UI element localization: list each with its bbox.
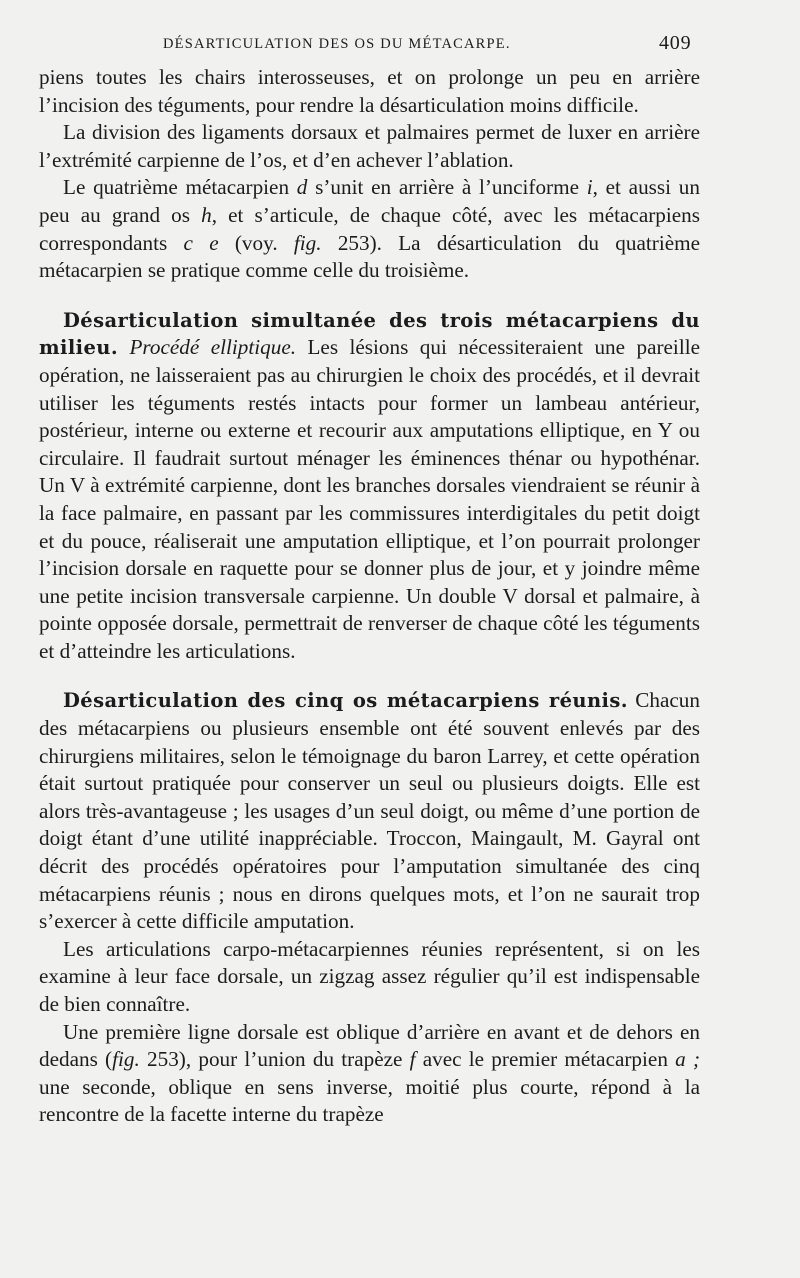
text-run: avec le premier métacarpien xyxy=(415,1047,676,1072)
figure-abbrev: fig. xyxy=(293,230,322,255)
text-run: s’unit en arrière à l’unciforme xyxy=(307,175,587,200)
figure-letter-d: d xyxy=(296,175,308,200)
running-title: DÉSARTICULATION DES OS DU MÉTACARPE. xyxy=(163,36,511,52)
figure-abbrev: fig. xyxy=(112,1047,140,1072)
body-text xyxy=(39,64,700,1129)
text-run: 253), pour l’union du trapèze xyxy=(139,1047,410,1072)
text-run: (voy. xyxy=(218,230,294,255)
section-gap xyxy=(39,665,700,687)
text-run: Le quatrième métacarpien xyxy=(63,175,297,200)
figure-letters-c-e: c e xyxy=(183,230,219,255)
paragraph-continuation: piens toutes les chairs interosseuses, et on prolonge un peu en arrière l’incision des téguments, pour rendre la désarticulation moins difficile. xyxy=(39,65,700,117)
paragraph-articulations: Les articulations carpo-métacarpiennes réunies représentent, si on les examine à leur face dorsale, un zigzag assez régulier qu’il est indispensable de bien connaître. xyxy=(39,936,700,1016)
section-five-metacarpals xyxy=(39,687,700,935)
section-three-metacarpals xyxy=(39,307,700,666)
page-number: 409 xyxy=(659,32,692,54)
section-text: Les lésions qui nécessiteraient une pareille opération, ne laisseraient pas au chirurgien le choix des procédés, et il devrait utiliser les téguments restés intacts pour former un lambeau antérieur, postérieur, interne ou externe et recourir aux amputations elliptique, en Y ou circulaire. Il faudrait surtout ménager les éminences thénar ou hypothénar. Un V à extrémité carpienne, dont les branches dorsales viendraient se réunir à la face palmaire, en passant par les commissures interdigitales du petit doigt et du pouce, réaliserait une amputation elliptique, et l’on pourrait prolonger l’incision dorsale en raquette pour se donner plus de jour, et y joindre même une petite incision transversale carpienne. Un double V dorsal et palmaire, à pointe opposée dorsale, permettrait de renverser de chaque côté les téguments et d’atteindre les articulations. xyxy=(39,335,700,663)
figure-letter-h: h xyxy=(201,202,212,227)
section-subheading: Procédé elliptique. xyxy=(129,335,297,360)
text-run: Une première ligne dorsale est oblique d’arrière en avant et de dehors en dedans ( xyxy=(39,1019,700,1072)
paragraph-fourth-metacarpal xyxy=(39,174,700,284)
figure-letter-a: a ; xyxy=(675,1047,701,1072)
section-text: Chacun des métacarpiens ou plusieurs ensemble ont été souvent enlevés par des chirurgiens militaires, selon le témoignage du baron Larrey, et cette opération était surtout pratiquée pour conserver un seul ou plusieurs doigts. Elle est alors très-avantageuse ; les usages d’un seul doigt, ou même d’une portion de doigt étant d’une utilité inappréciable. Troccon, Maingault, M. Gayral ont décrit des procédés opératoires pour l’amputation simultanée des cinq métacarpiens réunis ; nous en dirons quelques mots, et l’on ne saurait trop s’exercer à cette difficile amputation. xyxy=(39,688,700,934)
section-heading: Désarticulation simultanée des trois métacarpiens du milieu. xyxy=(39,308,700,360)
text-run: une seconde, oblique en sens inverse, moitié plus courte, répond à la rencontre de la facette interne du trapèze xyxy=(39,1074,700,1127)
paragraph-ligaments: La division des ligaments dorsaux et palmaires permet de luxer en arrière l’extrémité carpienne de l’os, et d’en achever l’ablation. xyxy=(39,120,700,172)
text-run: , et aussi un peu au grand os xyxy=(39,175,700,227)
section-gap xyxy=(39,285,700,307)
text-run: 253). La désarticulation du quatrième métacarpien se pratique comme celle du troisième. xyxy=(39,230,700,283)
section-heading: Désarticulation des cinq os métacarpiens réunis. xyxy=(63,689,628,713)
text-run: , et s’articule, de chaque côté, avec les métacarpiens correspondants xyxy=(39,202,701,255)
running-head xyxy=(39,30,700,64)
figure-letter-i: i xyxy=(586,175,593,200)
figure-letter-f: f xyxy=(409,1047,416,1072)
paragraph-first-line xyxy=(39,1019,700,1129)
